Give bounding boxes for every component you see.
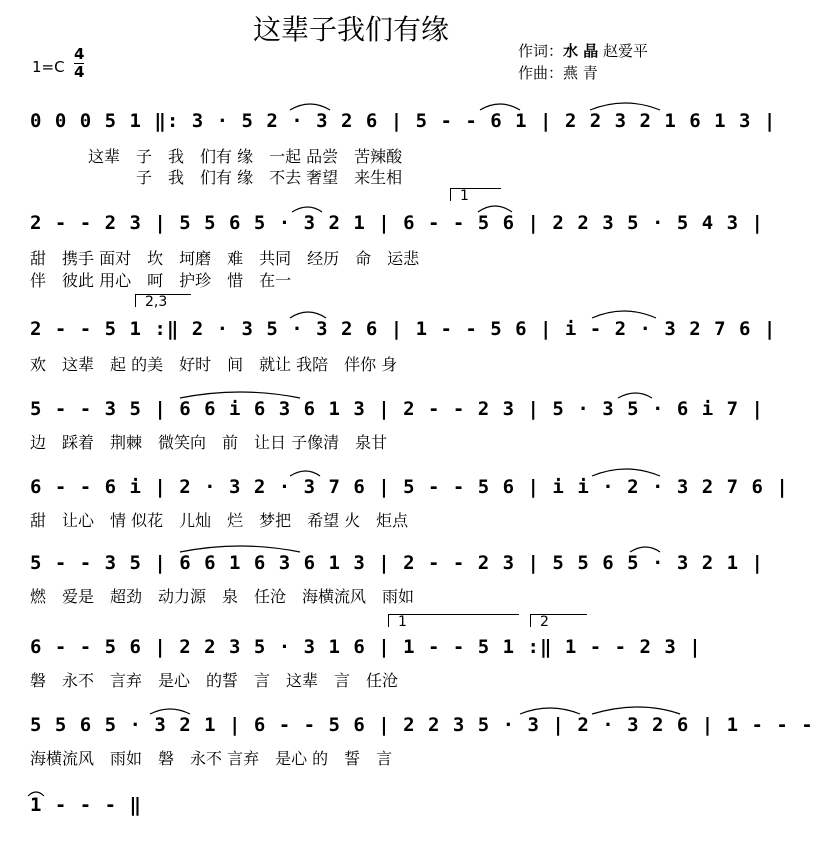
slur-arc	[592, 469, 660, 476]
slur-arc	[592, 311, 656, 318]
lyrics-row-7: 磐 永不 言弃 是心 的誓 言 这辈 言 任沧	[30, 671, 399, 690]
lyrics-row-3: 欢 这辈 起 的美 好时 间 就让 我陪 伴你 身	[30, 355, 398, 374]
notation-row-1: 0 0 0 5 1 ‖: 3 · 5 2 · 3 2 6 | 5 - - 6 1 | 2 2 3 2 1 6 1 3 |	[30, 110, 777, 132]
slur-arc	[592, 707, 680, 714]
lyricist-label: 作词：	[518, 42, 564, 60]
composer-label: 作曲：	[518, 64, 564, 82]
ending-label-first: 1	[398, 614, 407, 630]
lyrics-row-1-verse-1: 这辈 子 我 们有 缘 一起 品尝 苦辣酸	[88, 147, 403, 166]
slur-arc	[290, 312, 326, 318]
slur-arc	[590, 103, 660, 110]
slur-arc	[520, 708, 580, 714]
notation-row-6: 5 - - 3 5 | 6 6 1 6 3 6 1 3 | 2 - - 2 3 | 5 5 6 5 · 3 2 1 |	[30, 552, 764, 574]
slur-arc	[630, 547, 660, 552]
notation-row-7: 6 - - 5 6 | 2 2 3 5 · 3 1 6 | 1 - - 5 1 :‖ 1 - - 2 3 |	[30, 636, 702, 658]
lyricist-b: 赵爱平	[603, 42, 649, 60]
slur-arc	[478, 206, 512, 212]
ending-label-second: 2	[540, 614, 549, 630]
lyrics-row-4: 边 踩着 荆棘 微笑向 前 让日 子像清 泉甘	[30, 433, 388, 452]
slur-arc	[290, 471, 320, 476]
slur-arc	[618, 393, 652, 398]
notation-row-9: 1 - - - ‖	[30, 794, 142, 816]
slur-arc	[180, 546, 300, 552]
ending-label-2-3: 2,3	[145, 294, 168, 310]
notation-row-2: 2 - - 2 3 | 5 5 6 5 · 3 2 1 | 6 - - 5 6 | 2 2 3 5 · 5 4 3 |	[30, 212, 764, 234]
time-signature-bottom: 4	[74, 63, 85, 81]
slur-arc	[292, 207, 322, 212]
song-title: 这辈子我们有缘	[252, 13, 449, 46]
key-signature: 1=C	[32, 58, 65, 76]
slur-arc	[480, 104, 520, 110]
notation-row-8: 5 5 6 5 · 3 2 1 | 6 - - 5 6 | 2 2 3 5 · 3 | 2 · 3 2 6 | 1 - - -	[30, 714, 814, 736]
ending-label-1: 1	[460, 188, 469, 204]
slur-arc	[150, 709, 190, 714]
lyrics-row-2-verse-1: 甜 携手 面对 坎 坷磨 难 共同 经历 命 运悲	[30, 249, 420, 268]
lyricist-a: 水 晶	[563, 42, 599, 60]
composer-name: 燕 青	[563, 64, 598, 82]
lyrics-row-8: 海横流风 雨如 磐 永不 言弃 是心 的 誓 言	[30, 749, 393, 768]
time-signature-top: 4	[74, 45, 85, 63]
slur-arc	[180, 392, 300, 398]
lyrics-row-5: 甜 让心 情 似花 儿灿 烂 梦把 希望 火 炬点	[30, 511, 409, 530]
lyrics-row-2-verse-2: 伴 彼此 用心 呵 护珍 惜 在一	[30, 271, 292, 290]
notation-row-4: 5 - - 3 5 | 6 6 i 6 3 6 1 3 | 2 - - 2 3 | 5 · 3 5 · 6 i 7 |	[30, 398, 764, 420]
lyrics-row-1-verse-2: 子 我 们有 缘 不去 奢望 来生相	[88, 168, 403, 187]
slur-arc	[290, 104, 330, 110]
slur-arc	[28, 792, 44, 796]
notation-row-5: 6 - - 6 i | 2 · 3 2 · 3 7 6 | 5 - - 5 6 | i i · 2 · 3 2 7 6 |	[30, 476, 789, 498]
notation-row-3: 2 - - 5 1 :‖ 2 · 3 5 · 3 2 6 | 1 - - 5 6 | i - 2 · 3 2 7 6 |	[30, 318, 777, 340]
lyrics-row-6: 燃 爱是 超劲 动力源 泉 任沧 海横流风 雨如	[30, 587, 415, 606]
